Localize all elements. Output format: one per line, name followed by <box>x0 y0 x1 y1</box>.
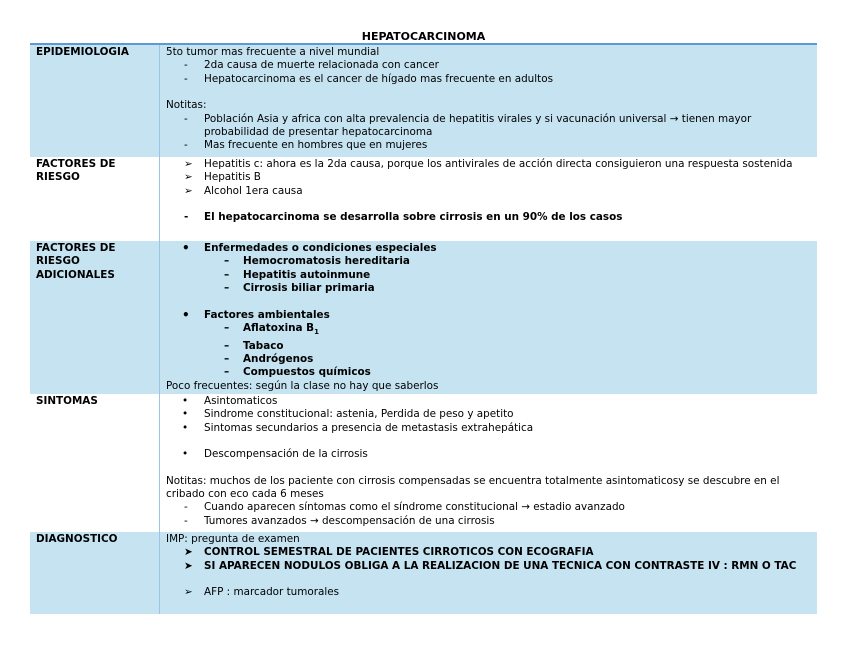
arrow-bullet-icon: ➢ <box>184 184 193 197</box>
arrow-bullet-icon: ➤ <box>184 546 193 559</box>
notes-table <box>30 43 817 614</box>
list-item: ➢ Alcohol 1era causa <box>184 184 303 197</box>
arrow-bullet-icon: ➢ <box>184 171 193 184</box>
list-item: - Cuando aparecen síntomas como el síndrome constitucional → estadio avanzado <box>184 501 625 514</box>
section-body-factores-riesgo <box>160 157 818 241</box>
row-diagnostico <box>30 532 817 614</box>
list-item: ➢ AFP : marcador tumorales <box>184 586 340 599</box>
notes-paragraph: Notitas: muchos de los paciente con cirrosis compensadas se encuentra totalmente asintomaticosy se descubre en el cribado con eco cada 6 meses <box>166 474 780 501</box>
list-item: - Mas frecuente en hombres que en mujeres <box>184 139 428 152</box>
section-label-factores-adicionales: FACTORES DE RIESGO ADICIONALES <box>30 241 160 394</box>
row-sintomas <box>30 394 817 532</box>
group-title: • Enfermedades o condiciones especiales <box>182 241 437 255</box>
section-body-epidemiologia <box>160 44 818 157</box>
arrow-bullet-icon: ➢ <box>184 586 193 599</box>
list-item: - 2da causa de muerte relacionada con cancer <box>184 59 439 72</box>
list-item: ➢ Hepatitis B <box>184 171 261 184</box>
arrow-bullet-icon: ➢ <box>184 158 193 170</box>
notes-heading: Notitas: <box>166 99 207 112</box>
arrow-bullet-icon: ➤ <box>184 559 193 572</box>
list-item: • Descompensación de la cirrosis <box>182 448 368 461</box>
list-item: • Sindrome constitucional: astenia, Perdida de peso y apetito <box>182 408 514 421</box>
section-body-sintomas <box>160 394 818 532</box>
highlight-statement: - El hepatocarcinoma se desarrolla sobre cirrosis en un 90% de los casos <box>184 211 623 224</box>
list-item: ➤ SI APARECEN NODULOS OBLIGA A LA REALIZACION DE UNA TECNICA CON CONTRASTE IV : RMN O TAC <box>184 559 797 572</box>
sub-item: – Compuestos químicos <box>224 366 371 379</box>
list-item: - Hepatocarcinoma es el cancer de hígado mas frecuente en adultos <box>184 72 553 85</box>
sub-item: – Cirrosis biliar primaria <box>224 282 375 295</box>
sub-item: – Hemocromatosis hereditaria <box>224 255 410 268</box>
row-epidemiologia <box>30 44 817 157</box>
epi-intro: 5to tumor mas frecuente a nivel mundial <box>166 46 380 58</box>
list-item: • Asintomaticos <box>182 395 278 407</box>
diag-intro: IMP: pregunta de examen <box>166 533 300 545</box>
document-title: HEPATOCARCINOMA <box>361 30 486 43</box>
row-factores-riesgo <box>30 157 817 241</box>
section-label-factores-riesgo: FACTORES DE RIESGO <box>30 157 160 241</box>
sub-item: – Andrógenos <box>224 352 314 365</box>
section-body-diagnostico <box>160 532 818 614</box>
list-item: • Sintomas secundarios a presencia de metastasis extrahepática <box>182 421 534 434</box>
list-item: - Población Asia y africa con alta prevalencia de hepatitis virales y si vacunación universal → tienen mayor probabilidad de presentar hepatocarcinoma <box>184 112 752 139</box>
section-label-epidemiologia: EPIDEMIOLOGIA <box>30 44 160 157</box>
footer-note: Poco frecuentes: según la clase no hay que saberlos <box>166 379 439 392</box>
section-label-sintomas: SINTOMAS <box>30 394 160 532</box>
section-label-diagnostico: DIAGNOSTICO <box>30 532 160 614</box>
sub-item: – Hepatitis autoinmune <box>224 268 371 281</box>
list-item: - Tumores avanzados → descompensación de una cirrosis <box>184 514 495 527</box>
section-body-factores-adicionales <box>160 241 818 394</box>
group-title: • Factores ambientales <box>182 307 330 322</box>
sub-item: – Tabaco <box>224 339 284 352</box>
sub-item: – Aflatoxina $B_1$ <box>224 322 319 337</box>
list-item: ➤ CONTROL SEMESTRAL DE PACIENTES CIRROTICOS CON ECOGRAFIA <box>184 546 594 559</box>
list-item: ➢ Hepatitis c: ahora es la 2da causa, porque los antivirales de acción directa consiguieron una respuesta sostenida <box>184 158 793 170</box>
row-factores-adicionales <box>30 241 817 394</box>
